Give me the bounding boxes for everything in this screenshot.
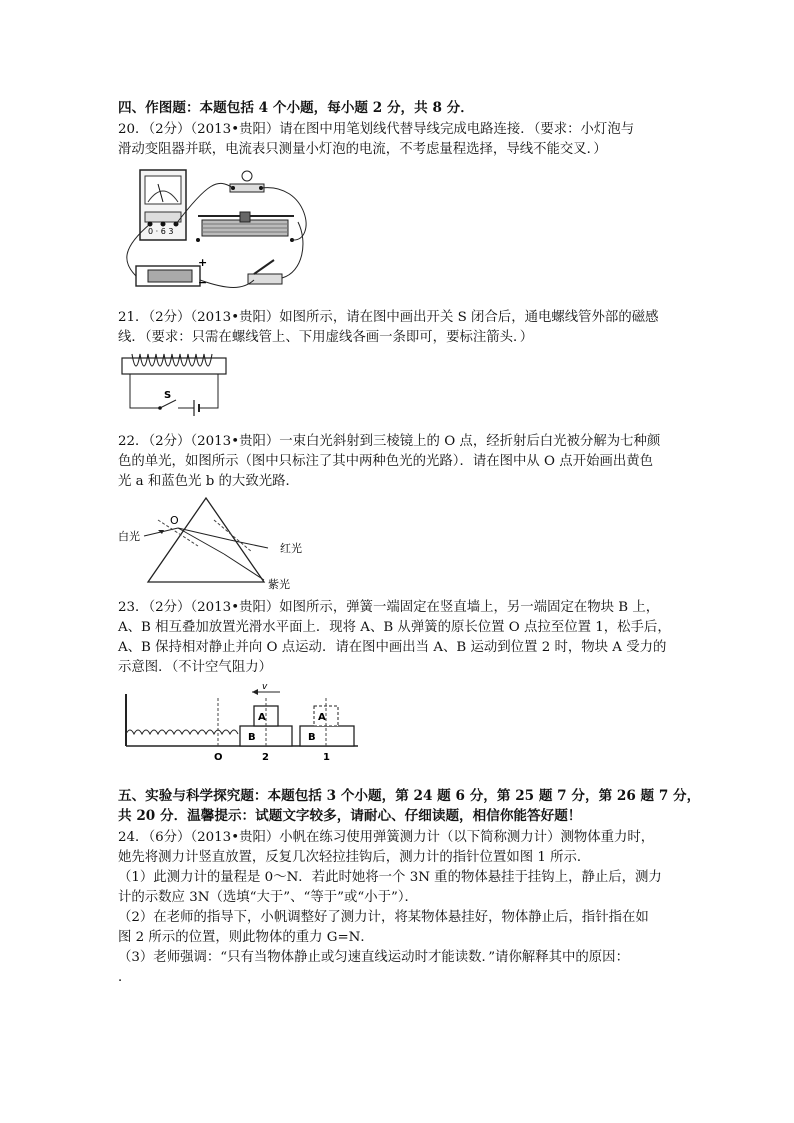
q21-line2: 线．（要求：只需在螺线管上、下用虚线各画一条即可，要标注箭头．）: [118, 330, 534, 345]
section5-line2: 共 20 分．温馨提示：试题文字较多，请耐心、仔细读题，相信你能答好题！: [118, 808, 582, 824]
red-light-label: 红光: [280, 542, 302, 555]
section5-line1: 五、实验与科学探究题：本题包括 3 个小题，第 24 题 6 分，第 25 题 7 分，第 26 题 7 分，: [118, 788, 701, 804]
q23-line4: 示意图．（不计空气阻力）: [118, 660, 272, 675]
q20-line2: 滑动变阻器并联，电流表只测量小灯泡的电流，不考虑量程选择，导线不能交叉．）: [118, 142, 607, 157]
q22-line2: 色的单光，如图所示（图中只标注了其中两种色光的光路）．请在图中从 O 点开始画出黄色: [118, 454, 654, 469]
wire-4: [200, 280, 254, 288]
q24-line8: ．: [118, 970, 132, 985]
ammeter-terminal-06: [161, 222, 166, 227]
section4-heading: 四、作图题：本题包括 4 个小题，每小题 2 分，共 8 分．: [118, 100, 474, 116]
q21-line1: 21．（2分）（2013•贵阳）如图所示，请在图中画出开关 S 闭合后，通电螺线管外部的磁感: [118, 310, 659, 325]
q24-line5: （2）在老师的指导下，小帆调整好了测力计，将某物体悬挂好，物体静止后，指针指在如: [118, 910, 649, 925]
q22-prism-figure: [118, 494, 318, 590]
block-b-label: B: [248, 732, 256, 743]
battery-plus-sign: +: [198, 256, 208, 269]
block-b-label-1: B: [308, 732, 316, 743]
block-a-label-1: A: [318, 712, 326, 723]
switch-s-label: S: [164, 390, 172, 401]
q20-circuit-figure: [118, 162, 318, 302]
q24-line6: 图 2 所示的位置，则此物体的重力 G=N．: [118, 930, 374, 945]
q23-line1: 23．（2分）（2013•贵阳）如图所示，弹簧一端固定在竖直墙上，另一端固定在物块 B 上，: [118, 600, 660, 615]
prism: [148, 498, 264, 582]
q24-line7: （3）老师强调：“只有当物体静止或匀速直线运动时才能读数．”请你解释其中的原因：: [118, 950, 629, 965]
ammeter-scale: 0 · 6 3: [148, 227, 174, 236]
q24-line4: 计的示数应 3N（选填“大于”、“等于”或“小于”）．: [118, 890, 418, 905]
velocity-label: v: [262, 684, 268, 692]
ammeter-dial: [145, 176, 181, 204]
block-a-label: A: [258, 712, 266, 723]
q22-line3: 光 a 和蓝色光 b 的大致光路．: [118, 474, 299, 489]
ammeter-panel: [145, 212, 181, 222]
q24-line3: （1）此测力计的量程是 0～N．若此时她将一个 3N 重的物体悬挂于挂钩上，静止后，测力: [118, 870, 662, 885]
white-light-label: 白光: [118, 530, 140, 543]
q24-line1: 24．（6分）（2013•贵阳）小帆在练习使用弹簧测力计（以下简称测力计）测物体重力时，: [118, 830, 655, 845]
q21-solenoid-figure: [118, 350, 238, 420]
bulb-base: [230, 184, 264, 192]
wire-right: [199, 374, 218, 408]
rheostat-terminal-left: [196, 238, 200, 242]
q22-line1: 22．（2分）（2013•贵阳）一束白光斜射到三棱镜上的 O 点，经折射后白光被分解为七种颜: [118, 434, 661, 449]
spring: [126, 730, 238, 734]
position-1-label: 1: [323, 752, 330, 763]
bulb-icon: [242, 171, 252, 181]
rheostat-slider: [240, 212, 250, 222]
velocity-arrowhead: [252, 689, 258, 695]
position-o-label: O: [214, 752, 223, 763]
position-2-label: 2: [262, 752, 269, 763]
switch-base: [248, 274, 282, 284]
battery-minus-sign: −: [198, 276, 208, 289]
switch-s: [160, 400, 176, 408]
wire-left: [130, 374, 160, 408]
switch-lever: [254, 260, 274, 274]
q23-line3: A、B 保持相对静止并向 O 点运动．请在图中画出当 A、B 运动到位置 2 时，物块 A 受力的: [118, 640, 667, 655]
q20-line1: 20．（2分）（2013•贵阳）请在图中用笔划线代替导线完成电路连接．（要求：小灯泡与: [118, 122, 635, 137]
point-o-label: O: [170, 514, 179, 527]
battery-cell: [148, 270, 192, 282]
violet-light-label: 紫光: [268, 578, 290, 590]
q24-line2: 她先将测力计竖直放置，反复几次轻拉挂钩后，测力计的指针位置如图 1 所示．: [118, 850, 591, 865]
q23-line2: A、B 相互叠加放置光滑水平面上．现将 A、B 从弹簧的原长位置 O 点拉至位置 1，松手后，: [118, 620, 671, 635]
q23-spring-figure: [118, 684, 368, 766]
